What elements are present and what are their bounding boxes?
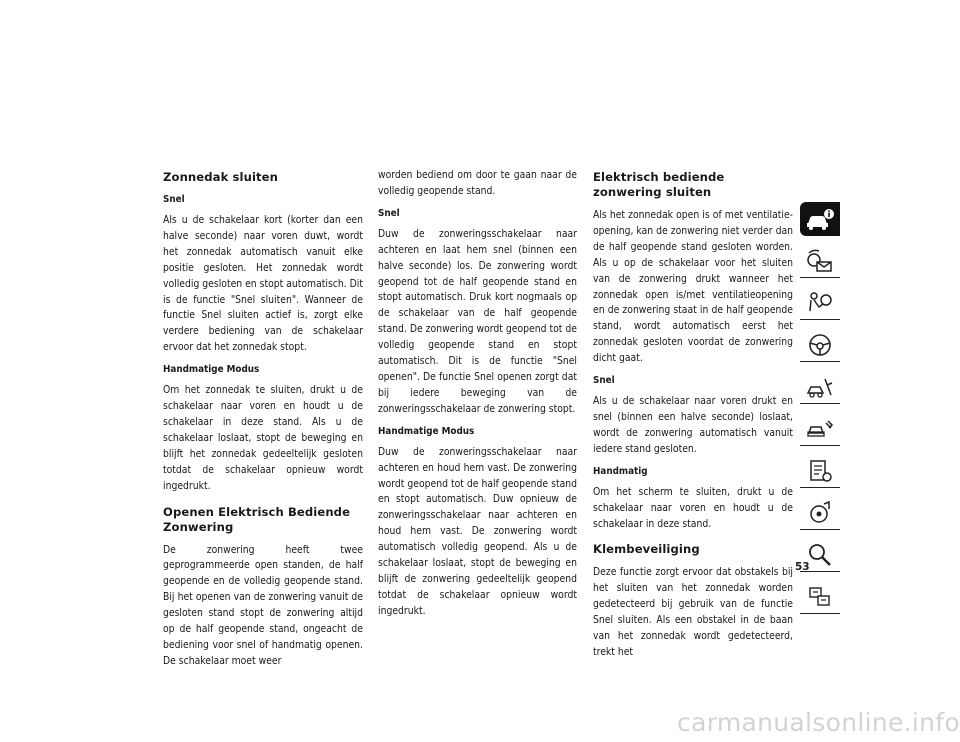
text-column-3 <box>593 170 793 668</box>
heading-pinch-protection: Klembeveiliging <box>593 542 700 557</box>
tab-car-info[interactable] <box>800 202 840 236</box>
text-column-2 <box>378 168 577 627</box>
language-settings-icon <box>805 583 835 611</box>
subheading-snel: Snel <box>593 375 615 387</box>
paragraph-open-shade: De zonwering heeft twee geprogrammeerde open standen, de half geopende en de volledig geopende stand. Bij het openen van de zonwering vanuit de gesloten stand stopt de zonwering altijd op de half geopende stand, ongeacht de bediening voor snel of handmatig openen. De schakelaar moet weer <box>163 543 363 667</box>
tab-towing-car[interactable] <box>800 370 840 404</box>
heading-sunroof-close: Zonnedak sluiten <box>163 170 278 184</box>
multimedia-icon <box>805 499 835 527</box>
paragraph-snel-close: Als u de schakelaar kort (korter dan een halve seconde) naar voren duwt, wordt het zonnedak automatisch vanuit elke positie gesloten. Het zonnedak wordt volledig gesloten en stopt automatisch. Dit is de functie "Snel sluiten". Wanneer de functie Snel sluiten actief is, zorgt elke verdere bediening van de schakelaar ervoor dat het zonnedak stopt. <box>163 214 363 354</box>
subheading-manual: Handmatig <box>593 465 648 477</box>
car-info-icon <box>805 205 835 233</box>
paragraph-snel-open: Duw de zonweringsschakelaar naar achteren en laat hem snel (binnen een halve seconde) los. De zonwering wordt geopend tot de half geopende stand en stopt automatisch. Druk kort nogmaals op de schakelaar van de half geopende stand. De zonwering wordt geopend tot de volledig geopende stand en stopt automatisch. Dit is de functie "Snel openen". De functie Snel openen zorgt dat bij iedere beweging van de zonweringsschakelaar de zonwering stopt. <box>378 227 577 415</box>
tab-language-settings[interactable] <box>800 580 840 614</box>
tab-search-index[interactable] <box>800 538 840 572</box>
tab-multimedia[interactable] <box>800 496 840 530</box>
airbag-safety-icon <box>805 289 835 317</box>
paragraph-manual-close: Om het zonnedak te sluiten, drukt u de schakelaar naar voren en houdt u de schakelaar in deze stand. Als u de schakelaar loslaat, stopt de beweging en blijft het zonnedak gedeeltelijk gesloten totdat de schakelaar opnieuw wordt ingedrukt. <box>163 384 363 492</box>
text-column-1 <box>163 170 363 677</box>
tab-airbag-safety[interactable] <box>800 286 840 320</box>
paragraph-manual-shade: Om het scherm te sluiten, drukt u de schakelaar naar voren en houdt u de schakelaar in deze stand. <box>593 485 793 530</box>
towing-car-icon <box>805 373 835 401</box>
maintenance-checklist-icon <box>805 457 835 485</box>
tab-steering-wheel[interactable] <box>800 328 840 362</box>
chapter-tab-strip <box>800 202 840 622</box>
heading-shade-close: Elektrisch bediende zonwering sluiten <box>593 170 725 199</box>
heading-open-shade: Openen Elektrisch Bediende Zonwering <box>163 504 351 534</box>
page-number: 53 <box>795 561 810 573</box>
steering-wheel-icon <box>805 331 835 359</box>
paragraph-manual-open: Duw de zonweringsschakelaar naar achteren en houd hem vast. De zonwering wordt geopend tot de half geopende stand en stopt automatisch. Duw opnieuw de zonweringsschakelaar naar achteren en houd hem vast. De zonwering wordt automatisch volledig geopend. Als u de schakelaar loslaat, stopt de beweging en blijft de zonwering gedeeltelijk geopend totdat de schakelaar opnieuw wordt ingedrukt. <box>378 445 577 617</box>
subheading-snel: Snel <box>163 194 185 205</box>
watermark: carmanualsonline.info <box>677 708 960 737</box>
paragraph-continued: worden bediend om door te gaan naar de volledig geopende stand. <box>378 169 577 197</box>
car-service-icon <box>805 415 835 443</box>
subheading-snel: Snel <box>378 207 400 219</box>
tab-car-service[interactable] <box>800 412 840 446</box>
tab-warning-mail[interactable] <box>800 244 840 278</box>
warning-mail-icon <box>805 247 835 275</box>
search-index-icon <box>805 541 835 569</box>
paragraph-snel-shade: Als u de schakelaar naar voren drukt en snel (binnen een halve seconde) loslaat, wordt de zonwering automatisch vanuit iedere stand gesloten. <box>593 395 793 455</box>
paragraph-pinch-protection: Deze functie zorgt ervoor dat obstakels bij het sluiten van het zonnedak worden gedetecteerd bij gebruik van de functie Snel sluiten. Als een obstakel in de baan van het zonnedak wordt gedetecteerd, trekt het <box>593 566 793 658</box>
subheading-manual: Handmatige Modus <box>378 425 475 437</box>
paragraph-shade-close: Als het zonnedak open is of met ventilatieopening, kan de zonwering niet verder dan de half geopende stand gesloten worden. Als u op de schakelaar voor het sluiten van de zonwering drukt wanneer het zonnedak open is/met ventilatieopening en de zonwering staat in de half geopende stand, wordt automatisch eerst het zonnedak gesloten voordat de zonwering dicht gaat. <box>593 209 793 365</box>
tab-maintenance-checklist[interactable] <box>800 454 840 488</box>
subheading-manual: Handmatige Modus <box>163 364 260 376</box>
